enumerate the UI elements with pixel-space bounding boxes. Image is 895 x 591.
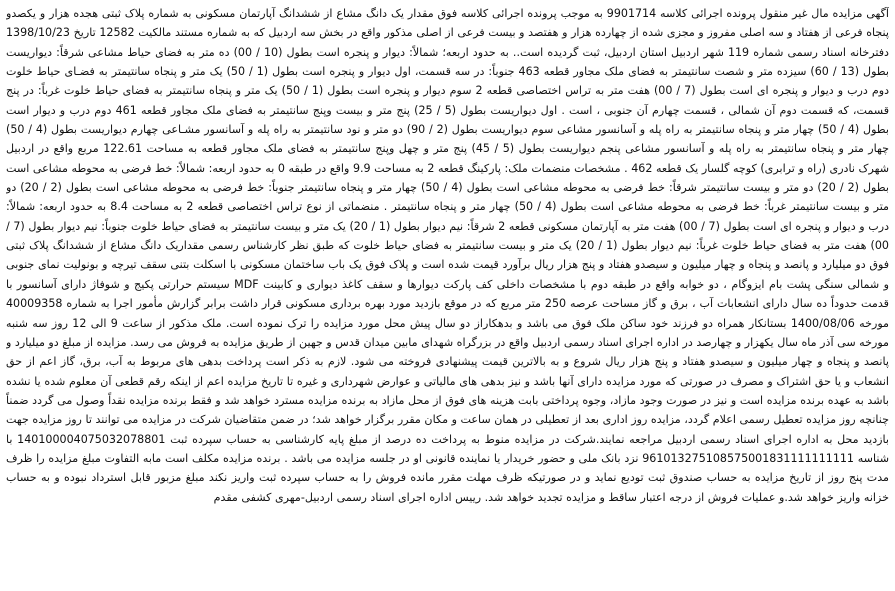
auction-notice bbox=[6, 4, 889, 587]
notice-body-text: آگهی مزایده مال غیر منقول پرونده اجرائی کلاسه 9901714 به موجب پرونده اجرائی کلاسه فوق مقدار یک دانگ مشاع از ششدانگ آپارتمان مسکونی به شماره پلاک ثبتی هجده هزار و یکصدو پنجاه فرعی از هفتاد و سه اصلی مفروز و مجزی شده از چهارده هزار و هفتصد و بیست فرعی از اصلی مذکور واقع در بخش سه اردبیل که به شماره مستند مالکیت 12582 تاریخ 1398/10/23 دفترخانه اسناد رسمی شماره 119 شهر اردبیل استان اردبیل، ثبت گردیده است.. به حدود اربعه؛ شمالاً: دیوار و پنجره است بطول (10 / 00) ده متر به فضای حیاط مشاعی شرقاً: دیواریست بطول (13 / 60) سیزده متر و شصت سانتیمتر به فضای ملک مجاور قطعه 463 جنوباً: در سه قسمت، اول دیوار و پنجره است بطول (1 / 50) یک متر و پنجاه سانتیمتر به فضـای حیاط خلوت دوم درب و دیوار و پنجره ای است بطول (7 / 00) هفت متر به تراس اختصاصی قطعه 2 سوم دیوار و پنجره است بطول (1 / 50) یک متر و پنجاه سانتیمتر به فضای حیاط خلوت غرباً: در پنج قسمت، که قسمت دوم آن شمالی ، قسمت چهارم آن جنوبی ، است . اول دیواریست بطول (5 / 25) پنج متر و بیست وپنج سانتیمتر به فضای ملک مجاور قطعه 461 دوم درب و دیوار است بطول (4 / 50) چهار متر و پنجاه سانتیمتر به راه پله و آسانسور مشاعی سوم دیواریست بطول (2 / 90) دو متر و نود سانتیمتر به راه پله و آسانسور مشـاعی چهارم دیواریست بطول (4 / 50) چهار متر و پنجاه سانتیمتر به راه پله و آسانسور مشاعی پنجم دیواریست بطول (5 / 45) پنج متر و چهل وپنج سانتیمتر به فضای ملک مجاور قطعه به مساحت 122.61 مربع واقع در اردبیل شهرک نادری (راه و ترابری) کوچه گلسار یک قطعه 462 . مشخصات منضمات ملک: پارکینگ قطعه 2 به مساحت 9.9 واقع در طبقه 0 به حدود اربعه: شمالاً: خط فرضی به محوطه مشاعی است بطول (2 / 20) دو متر و بیست سانتیمتر شرقاً: خط فرضی به محوطه مشاعی است بطول (4 / 50) چهار متر و پنجاه سانتیمتر جنوباً: خط فرضی به محوطه مشاعی است بطول (2 / 20) دو متر و بیست سانتیمتر غرباً: خط فرضی به محوطه مشاعی است بطول (4 / 50) چهار متر و پنجاه سانتیمتر . منضماتی از نوع تراس اختصاصی قطعه 2 به مساحت 8.4 به حدود اربعه: شمالاً: درب و دیوار و پنجره ای است بطول (7 / 00) هفت متر به آپارتمان مسکونی قطعه 2 شرقاً: نیم دیوار بطول (1 / 20) یک متر و بیست سانتیمتر به فضای حیاط خلوت جنوباً: نیم دیوار بطول (7 / 00) هفت متر به فضای حیاط خلوت غرباً: نیم دیوار بطول (1 / 20) یک متر و بیست سانتیمتر به فضای حیاط خلوت که طبق نظر کارشناس رسمی مقداریک دانگ مشاع از ششدانگ پلاک ثبتی فوق دو میلیارد و پانصد و پنجاه و چهار میلیون و سیصدو هفتاد و پنج هزار ریال برآورد قیمت شده است و پلاک فوق یک باب ساختمان مسکونی با اسکلت بتنی سقف تیرچه و بونولیت نمای جنوبی و شمالی سنگی پشت بام ایزوگام ، دو خوابه واقع در طبقه دوم با مشخصات داخلی کف پارکت دیوارها و سقف کاغذ دیواری و کابینت MDF سیستم حرارتی پکیج و شوفاژ دارای آسانسور با قدمت حدوداً ده سال دارای انشعابات آب ، برق و گاز مساحت عرصه 250 متر مربع که در موقع بازدید مورد بهره برداری مسکونی قرار داشت برابر گزارش مأمور اجرا به شماره 40009358 مورخه 1400/08/06 بستانکار همراه دو فرزند خود ساکن ملک فوق می باشد و بدهکاراز دو سال پیش محل مورد مزایده را ترک نموده است. ملک مذکور از ساعت 9 الی 12 روز سه شنبه مورخه سی آذر ماه سال یکهزار و چهارصد در اداره اجرای اسناد رسمی اردبیل واقع در بزرگراه شهدای مابین میدان قدس و جهین از طریق مزایده به فروش می رسد. مزایده از مبلغ دو میلیارد و پانصد و پنجاه و چهار میلیون و سیصدو هفتاد و پنج هزار ریال شروع و به بالاترین قیمت پیشنهادی فروخته می شود. لازم به ذکر است پرداخت بدهی های مربوط به آب، برق، گاز اعم از حق انشعاب و یا حق اشتراک و مصرف در صورتی که مورد مزایده دارای آنها باشد و نیز بدهی های مالیاتی و عوارض شهرداری و غیره تا تاریخ مزایده اعم از اینکه رقم قطعی آن معلوم شده یا نشده باشد به عهده برنده مزایده است و نیز در صورت وجود مازاد، وجوه پرداختی بابت هزینه های فوق از محل مازاد به برنده مزایده مسترد خواهد شد و فقط برنده مزایده نقداً وصول می گردد ضمناً چنانچه روز مزایده تعطیل رسمی اعلام گردد، مزایده روز اداری بعد از تعطیلی در همان ساعت و مکان مقرر برگزار خواهد شد؛ در ضمن متقاضیان شرکت در مزایده می توانند تا روز مزایده جهت بازدید محل به اداره اجرای اسناد رسمی اردبیل مراجعه نمایند.شرکت در مزایده منوط به پرداخت ده درصد از مبلغ پایه کارشناسی به حساب سپرده ثبت 140100004075032078801 با شناسه 961013275108575001831111111111 نزد بانک ملی و حضور خریدار یا نماینده قانونی او در جلسه مزایده می باشد . برنده مزایده مکلف است مابه التفاوت مبلغ مزایده را ظرف مدت پنج روز از تاریخ مزایده به حساب صندوق ثبت تودیع نماید و در صورتیکه ظرف مهلت مقرر مانده فروش را به حساب سپرده ثبت واریز نکند مبلغ مزبور قابل استرداد نبوده و به حساب خزانه واریز خواهد شد.و عملیات فروش از درجه اعتبار ساقط و مزایده تجدید خواهد شد. رییس اداره اجرای اسناد رسمی اردبیل-مهری کشفی مقدم bbox=[6, 7, 889, 504]
